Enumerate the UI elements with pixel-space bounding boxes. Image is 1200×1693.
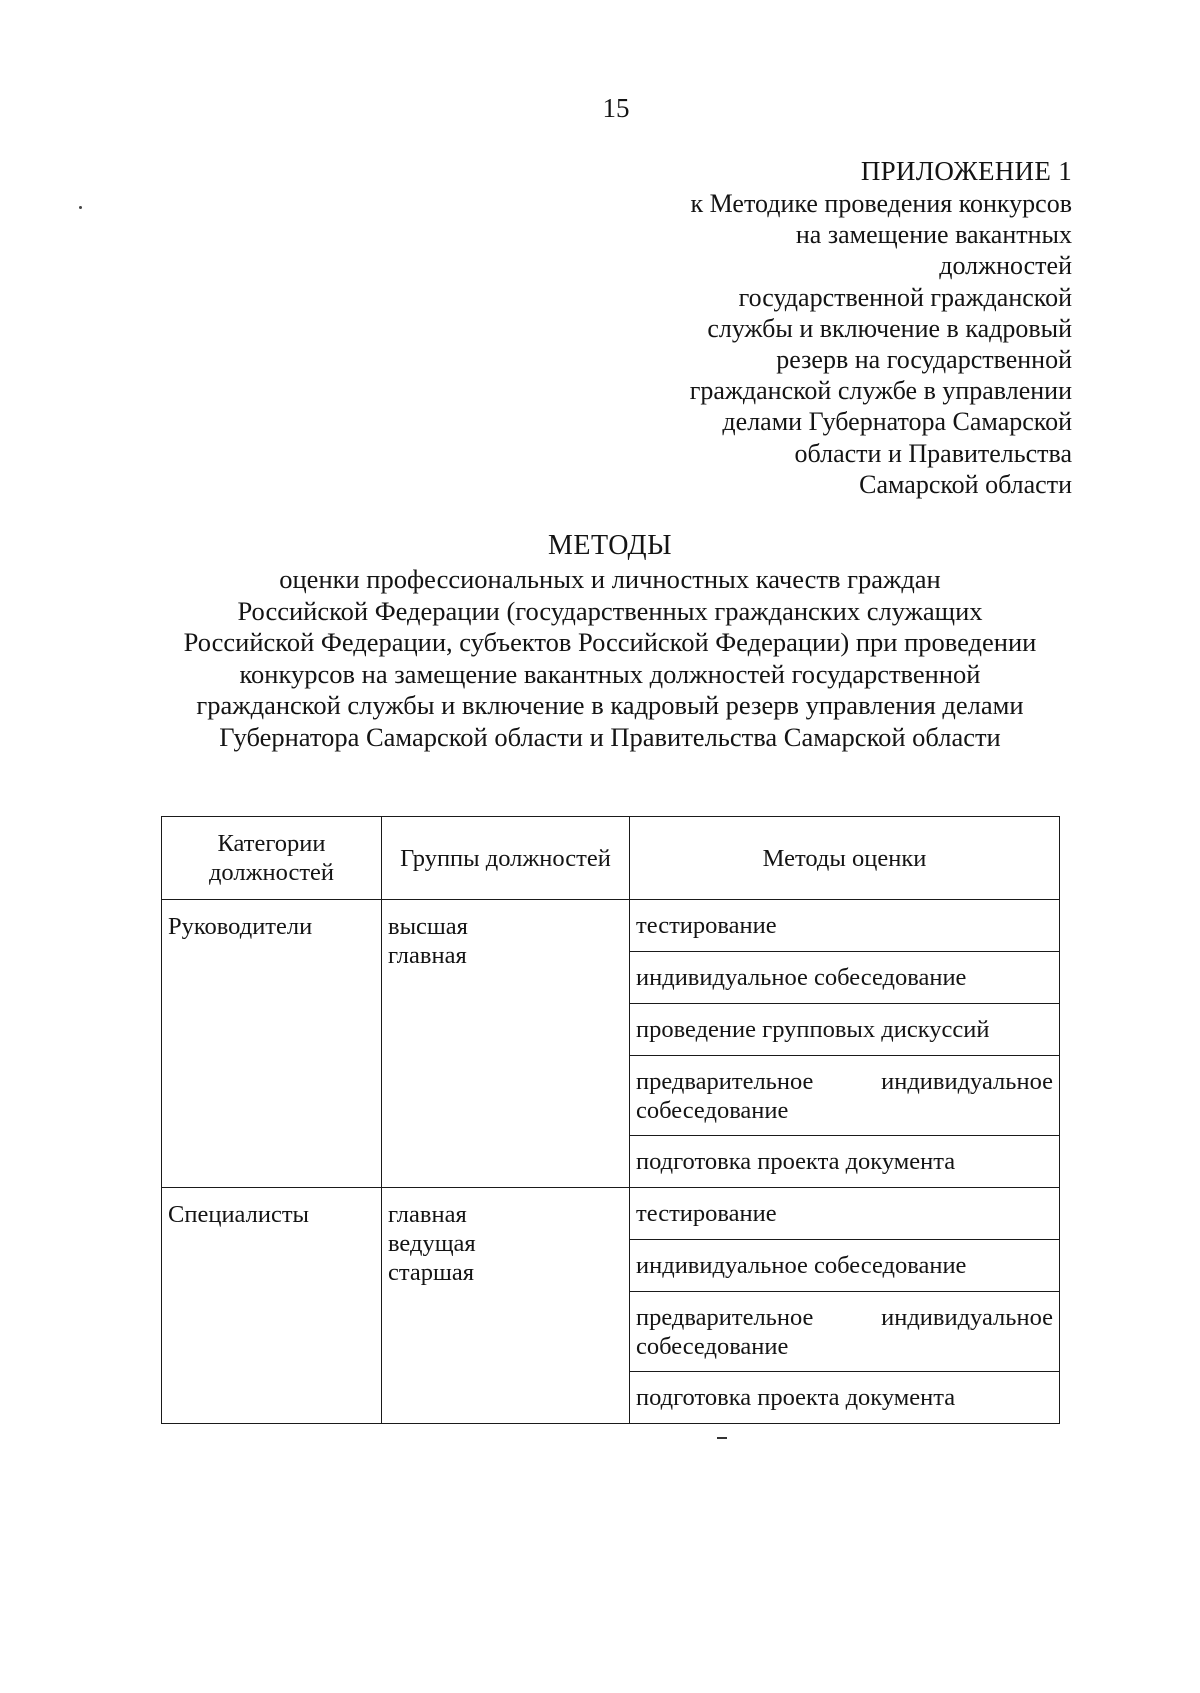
method-label: подготовка проекта документа (636, 1384, 956, 1411)
appendix-line: государственной гражданской (738, 282, 1072, 312)
document-title: МЕТОДЫ (547, 530, 673, 561)
subtitle-line: конкурсов на замещение вакантных должностей государственной (239, 658, 981, 689)
method-cell (630, 900, 1060, 952)
methods-table (161, 816, 1060, 1424)
table-header-row (162, 817, 1060, 900)
category-label: Руководители (168, 913, 313, 940)
method-label: подготовка проекта документа (636, 1148, 956, 1175)
scan-dot-mark (79, 206, 82, 209)
position-label: главная (388, 1201, 467, 1228)
category-cell (162, 900, 382, 1188)
appendix-line: области и Правительства (794, 438, 1072, 468)
method-cell (630, 1240, 1060, 1292)
positions-list (382, 900, 629, 970)
appendix-line: должностей (939, 251, 1072, 281)
method-label: тестирование (636, 1200, 777, 1227)
subtitle-line: Губернатора Самарской области и Правительства Самарской области (219, 721, 1001, 752)
appendix-block (512, 156, 1072, 500)
positions-list (382, 1188, 629, 1287)
appendix-line: гражданской службе в управлении (689, 376, 1072, 406)
method-cell (630, 1136, 1060, 1188)
method-cell (630, 1292, 1060, 1372)
scan-tick-mark (717, 1437, 727, 1439)
method-cell (630, 1056, 1060, 1136)
appendix-line: Самарской области (859, 469, 1072, 499)
appendix-line: к Методике проведения конкурсов (690, 189, 1072, 218)
position-label: старшая (388, 1259, 475, 1286)
positions-cell (382, 1188, 630, 1424)
header-categories: Категории должностей (162, 817, 382, 900)
table-row (162, 900, 1060, 952)
category-label: Специалисты (168, 1201, 310, 1228)
appendix-line: на замещение вакантных (795, 220, 1072, 250)
category-cell (162, 1188, 382, 1424)
positions-cell (382, 900, 630, 1188)
appendix-line: службы и включение в кадровый (707, 313, 1072, 343)
method-label: проведение групповых дискуссий (636, 1016, 990, 1043)
method-cell (630, 952, 1060, 1004)
method-label: индивидуальное собеседование (636, 964, 967, 991)
method-label: индивидуальное собеседование (636, 1252, 967, 1279)
table-row (162, 1188, 1060, 1240)
method-label: тестирование (636, 912, 777, 939)
position-label: главная (388, 942, 467, 969)
method-cell (630, 1004, 1060, 1056)
appendix-title: ПРИЛОЖЕНИЕ 1 (860, 156, 1072, 186)
method-label: предварительное индивидуальное собеседование (636, 1068, 1053, 1124)
position-label: ведущая (388, 1230, 476, 1257)
header-groups: Группы должностей (382, 817, 630, 900)
subtitle-line: оценки профессиональных и личностных качеств граждан (279, 564, 941, 594)
appendix-line: делами Губернатора Самарской (722, 407, 1072, 437)
header-methods: Методы оценки (630, 817, 1060, 900)
subtitle-line: гражданской службы и включение в кадровый резерв управления делами (196, 690, 1024, 720)
subtitle-line: Российской Федерации, субъектов Российской Федерации) при проведении (183, 627, 1037, 657)
appendix-line: резерв на государственной (776, 345, 1072, 375)
position-label: высшая (388, 913, 468, 940)
method-label: предварительное индивидуальное собеседование (636, 1304, 1053, 1360)
subtitle-line: Российской Федерации (государственных гражданских служащих (237, 595, 983, 626)
method-cell (630, 1188, 1060, 1240)
page-number: 15 (602, 93, 630, 123)
document-subtitle (150, 564, 1070, 753)
method-cell (630, 1372, 1060, 1424)
